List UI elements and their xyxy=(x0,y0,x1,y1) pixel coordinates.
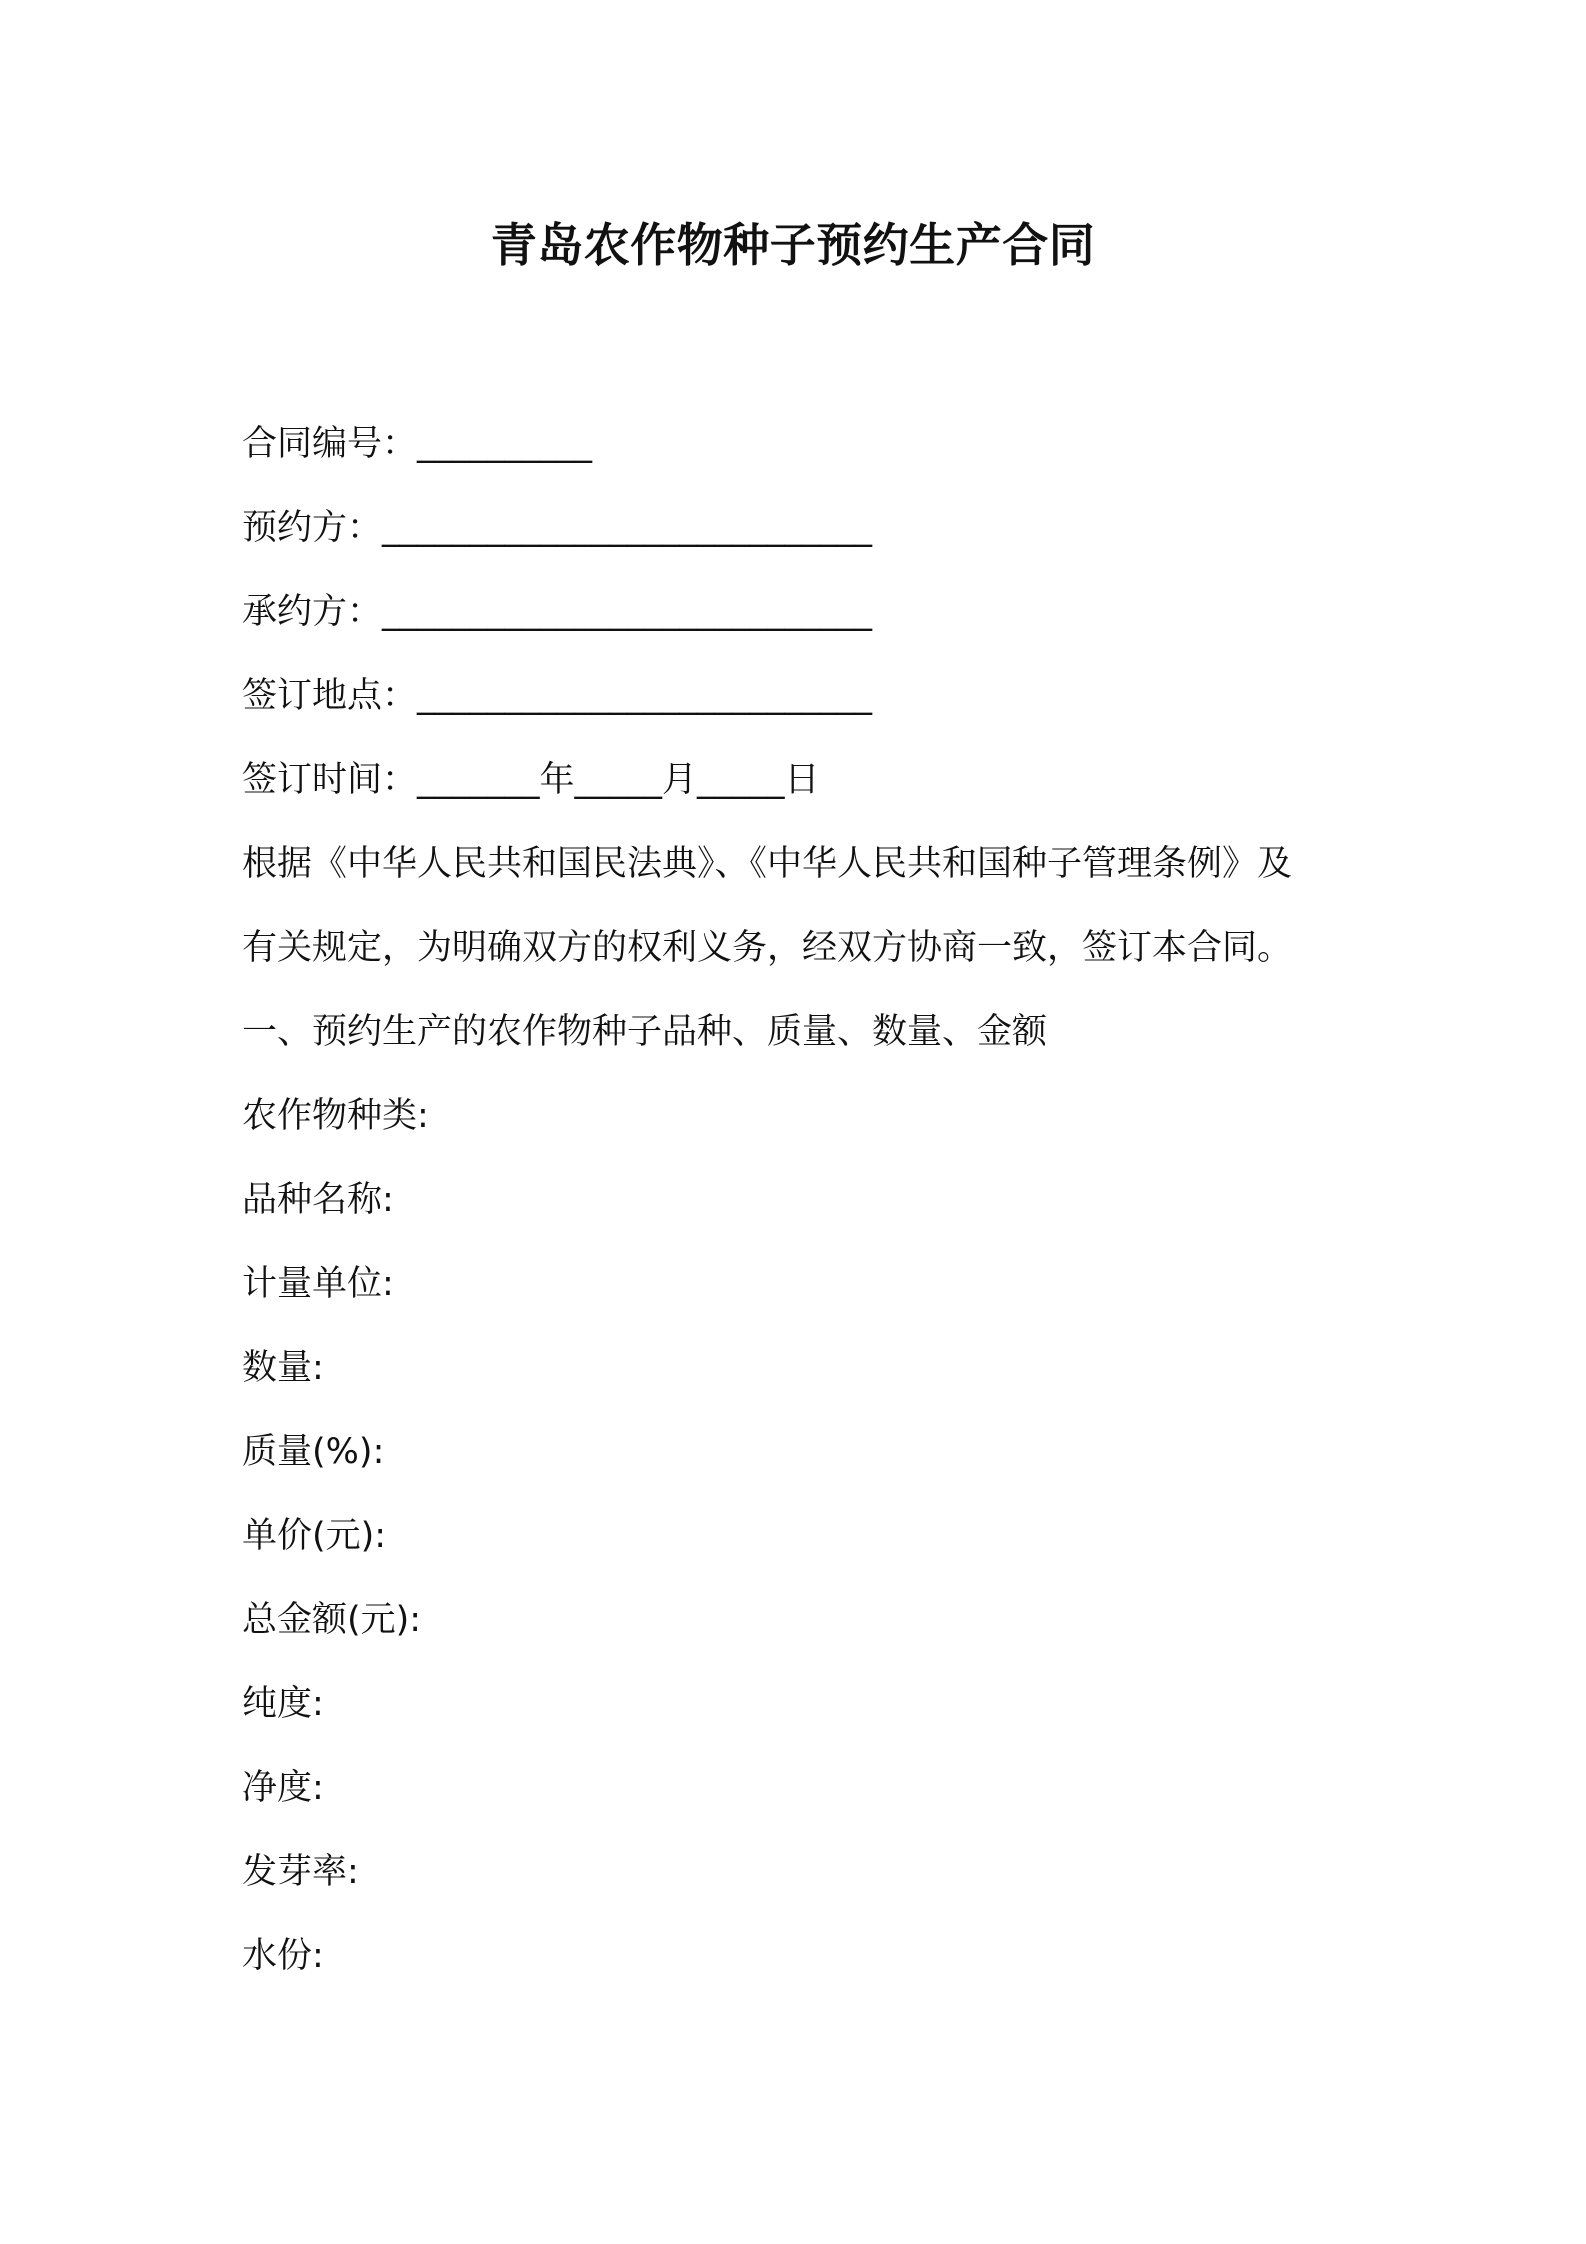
field-quantity: 数量: xyxy=(242,1348,324,1388)
field-purity: 纯度: xyxy=(242,1684,324,1724)
field-crop-type: 农作物种类: xyxy=(242,1096,429,1136)
contract-number-field: 合同编号：__________ xyxy=(242,424,593,464)
field-variety-name: 品种名称: xyxy=(242,1180,394,1220)
field-germination-rate: 发芽率: xyxy=(242,1852,359,1892)
preamble-line: 根据《中华人民共和国民法典》、《中华人民共和国种子管理条例》及 xyxy=(242,844,1293,884)
document-body xyxy=(242,402,1372,1998)
booking-party-field: 预约方：____________________________ xyxy=(242,508,873,548)
field-unit-price: 单价(元): xyxy=(242,1516,387,1556)
field-cleanliness: 净度: xyxy=(242,1768,324,1808)
field-total-amount: 总金额(元): xyxy=(242,1600,422,1640)
document-title: 青岛农作物种子预约生产合同 xyxy=(490,218,1096,272)
signing-place-field: 签订地点：__________________________ xyxy=(242,676,873,716)
contractor-party-field: 承约方：____________________________ xyxy=(242,592,873,632)
field-moisture: 水份: xyxy=(242,1936,324,1976)
field-quality: 质量(%): xyxy=(242,1432,385,1472)
section-heading: 一、预约生产的农作物种子品种、质量、数量、金额 xyxy=(242,1012,1048,1052)
preamble-line: 有关规定，为明确双方的权利义务，经双方协商一致，签订本合同。 xyxy=(242,928,1293,968)
signing-time-field: 签订时间：_______年_____月_____日 xyxy=(242,760,820,800)
field-unit: 计量单位: xyxy=(242,1264,394,1304)
